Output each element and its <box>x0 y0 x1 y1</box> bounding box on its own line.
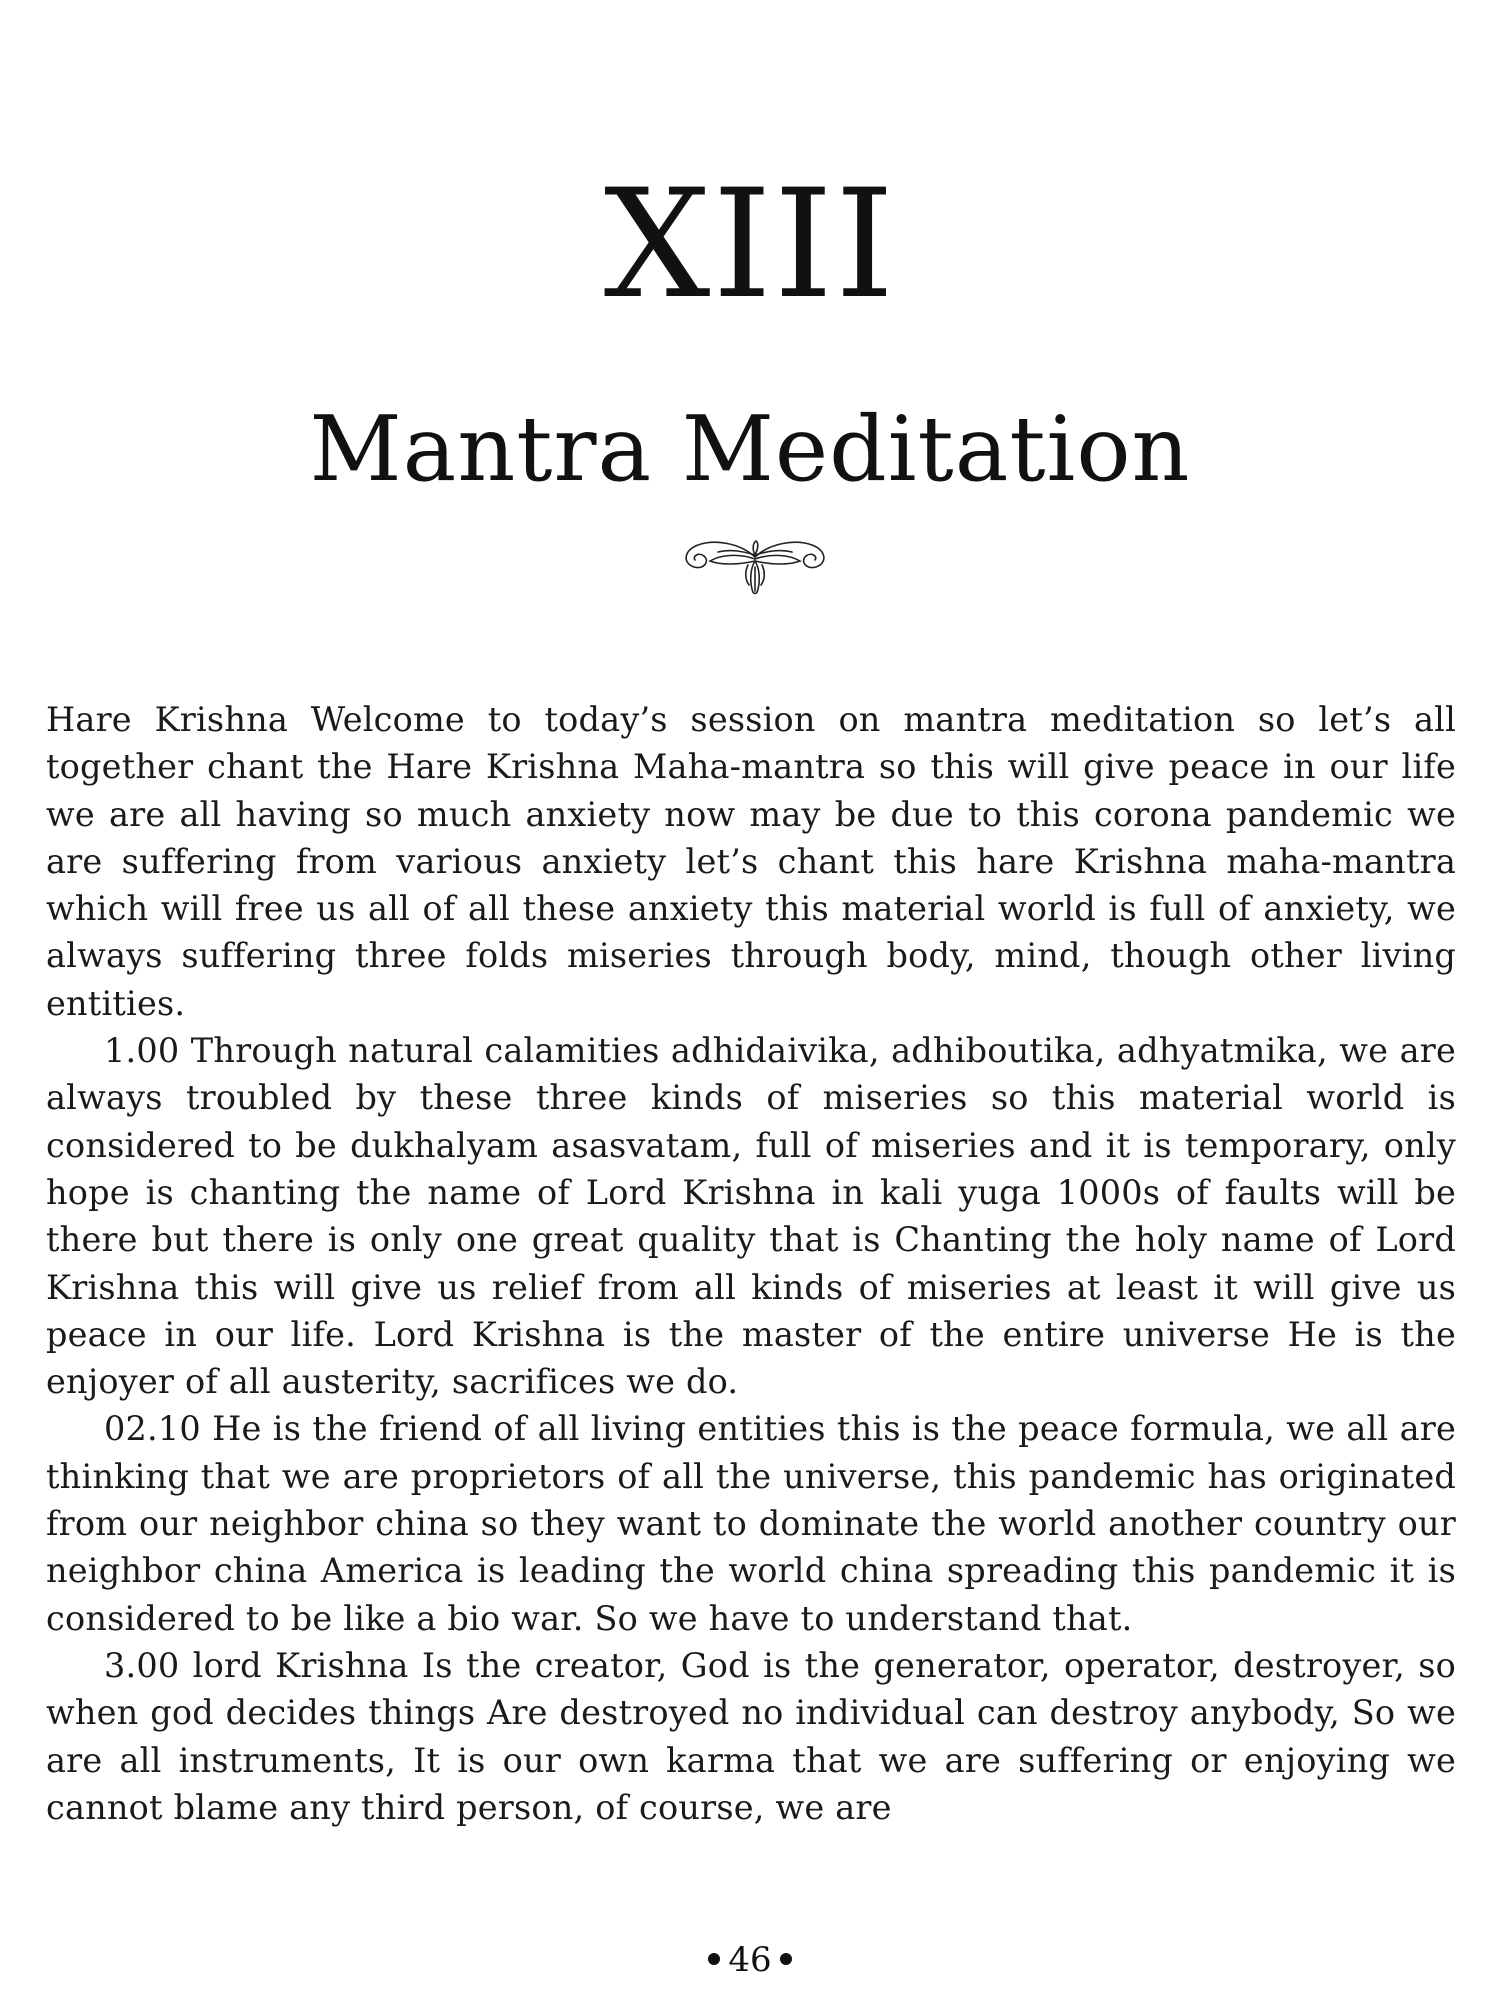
page-number: 46 <box>728 1940 772 1980</box>
paragraph-intro: Hare Krishna Welcome to today’s session on mantra meditation so let’s all together chant the Hare Krishna Maha-mantra so this will give peace in our life we are all having so much anxiety now may be due to this corona pandemic we are suffering from various anxiety let’s chant this hare Krishna maha-mantra which will free us all of all these anxiety this material world is full of anxiety, we always suffering three folds miseries through body, mind, though other living entities. <box>46 700 1456 1023</box>
bullet-dot-icon <box>708 1953 720 1965</box>
page-number-footer <box>0 1940 1500 1980</box>
bullet-dot-icon <box>780 1953 792 1965</box>
chapter-title: Mantra Meditation <box>309 397 1191 502</box>
paragraph-1-00: 1.00 Through natural calamities adhidaivika, adhiboutika, adhyatmika, we are always troubled by these three kinds of miseries so this material world is considered to be dukhalyam asasvatam, full of miseries and it is temporary, only hope is chanting the name of Lord Krishna in kali yuga 1000s of faults will be there but there is only one great quality that is Chanting the holy name of Lord Krishna this will give us relief from all kinds of miseries at least it will give us peace in our life. Lord Krishna is the master of the entire universe He is the enjoyer of all austerity, sacrifices we do. <box>46 1031 1456 1402</box>
paragraph-02-10: 02.10 He is the friend of all living entities this is the peace formula, we all are thinking that we are proprietors of all the universe, this pandemic has originated from our neighbor china so they want to dominate the world another country our neighbor china America is leading the world china spreading this pandemic it is considered to be like a bio war. So we have to understand that. <box>46 1409 1456 1638</box>
chapter-number: XIII <box>603 158 897 332</box>
flourish-divider-icon <box>670 525 840 605</box>
paragraph-3-00: 3.00 lord Krishna Is the creator, God is the generator, operator, destroyer, so when god decides things Are destroyed no individual can destroy anybody, So we are all instruments, It is our own karma that we are suffering or enjoying we cannot blame any third person, of course, we are <box>46 1645 1456 1827</box>
body-text <box>46 696 1456 1831</box>
